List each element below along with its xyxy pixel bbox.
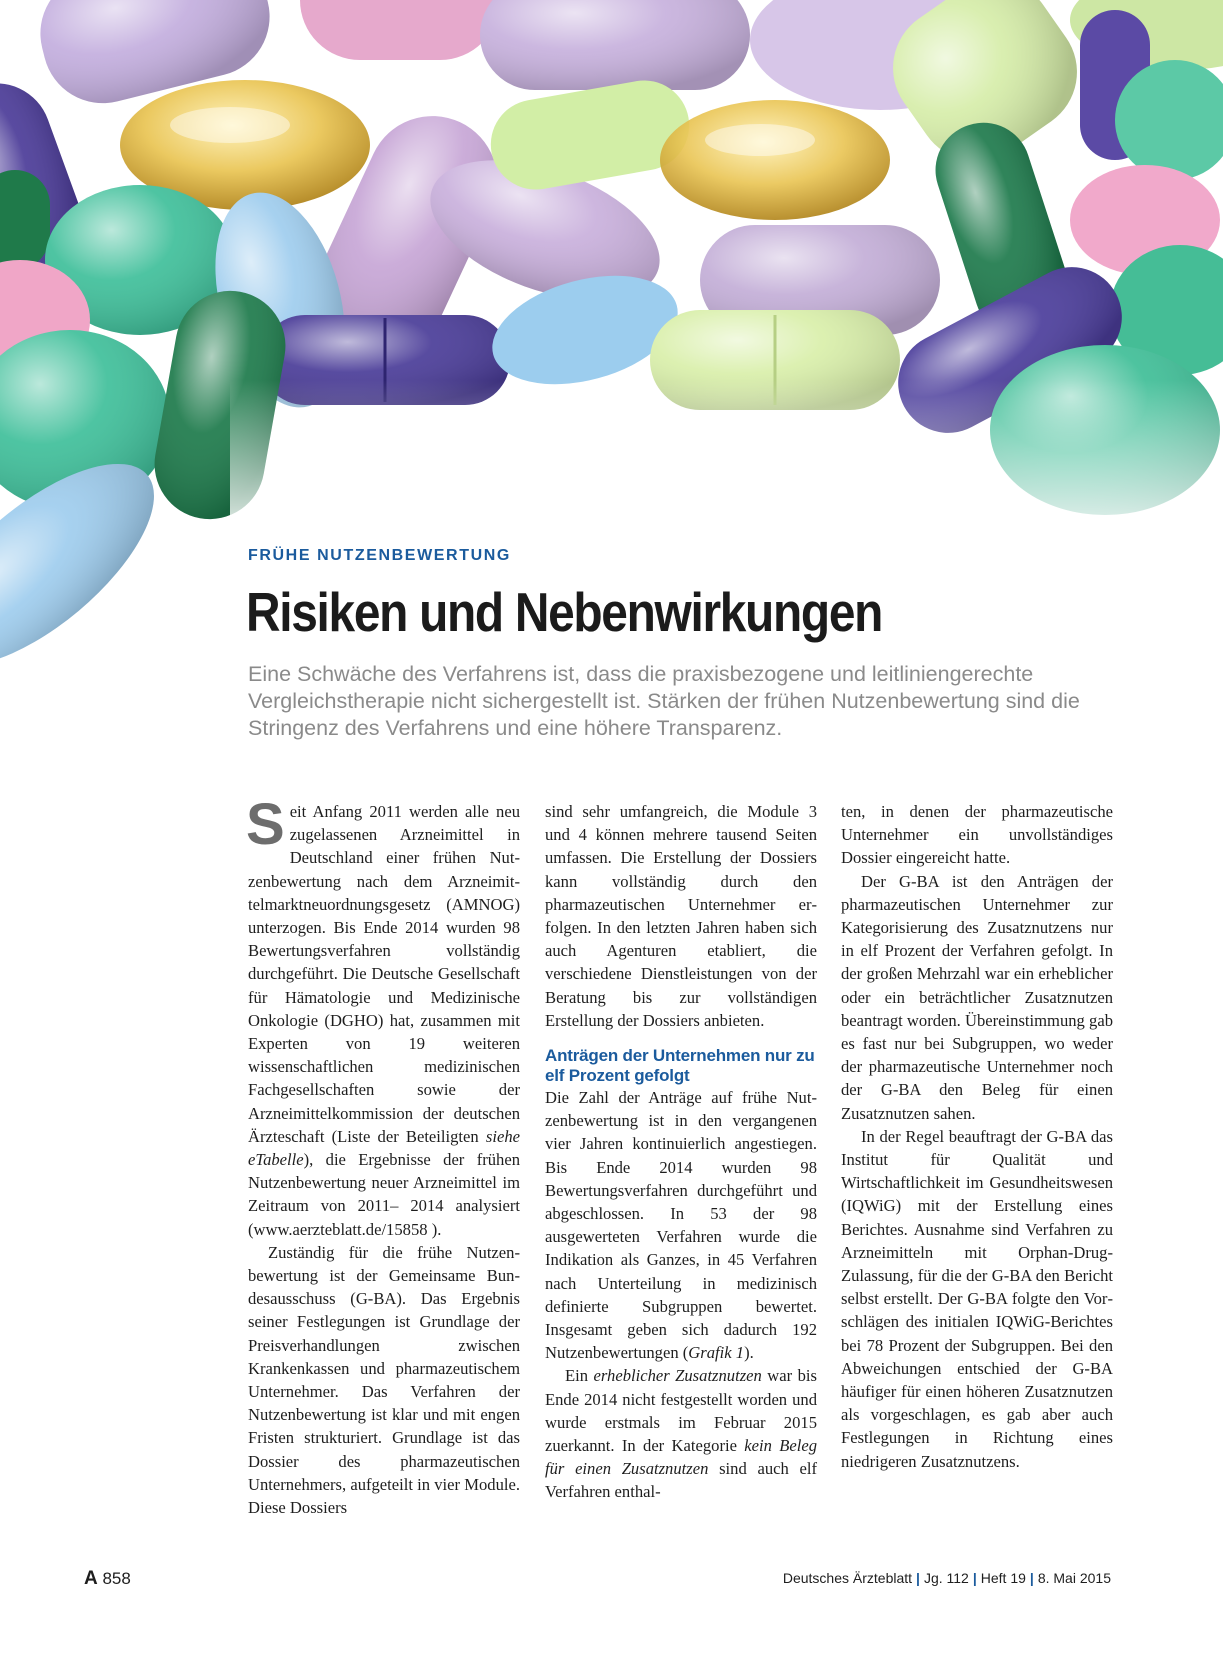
paragraph: ten, in denen der pharmazeutische Unternehmer ein unvollständiges Dossier eingereicht hatte. [841,802,1113,868]
paragraph: Seit Anfang 2011 werden alle neu zugelassenen Arzneimittel in Deutschland einer frühen Nutzenbewertung nach dem Arzneimittelmarktneuordnungsgesetz (AMNOG) unterzogen. Bis Ende 2014 wurden 98 Bewertungsverfahren vollständig durchgeführt. Die Deutsche Gesellschaft für Hämatologie und Medizinische Onkologie (DGHO) hat, zusammen mit Experten von 19 weiteren wissenschaftlichen medizinischen Fachgesellschaften sowie der Arzneimittelkommission der deutschen Ärzteschaft (Liste der Beteiligten siehe eTabelle), die Ergebnisse der frühen Nutzenbewertung neuer Arzneimittel im Zeitraum von 2011– 2014 analysiert (www.aerzteblatt.de/15858 ). [246,792,520,1239]
paragraph: In der Regel beauftragt der G-BA das Institut für Qualität und Wirtschaftlichkeit im Gesundheitswesen (IQWiG) mit der Erstellung eines Berichtes. Ausnahme sind Verfahren zu Arzneimitteln mit Orphan-Drug-Zulassung, für die der G-BA den Bericht selbst erstellt. Der G-BA folgte den Vorschlägen des initialen IQWiG-Berichtes bei 78 Prozent der Subgruppen. Bei den Abweichungen entschied der G-BA häufiger für einen höheren Zusatznutzen als vorgeschlagen, es gab aber auch Festlegungen in Richtung eines niedrigeren Zusatznutzens. [841,1126,1113,1471]
text-column-2 [545,800,817,1504]
text-column-3 [841,800,1113,1473]
paragraph: Zuständig für die frühe Nutzenbewertung ist der Gemeinsame Bundesausschuss (G-BA). Das Ergebnis seiner Festlegungen ist Grundlage der Preisverhandlungen zwischen Krankenkassen und pharmazeutischem Unternehmer. Das Verfahren der Nutzenbewertung ist klar und mit engen Fristen strukturiert. Grundlage ist das Dossier des pharmazeutischen Unternehmers, aufgeteilt in vier Module. Diese Dossiers [248,1242,520,1518]
article-title: Risiken und Nebenwirkungen [246,581,883,643]
volume: Jg. 112 [923,1570,969,1586]
journal-name: Deutsches Ärzteblatt [782,1570,913,1586]
paragraph: Ein erheblicher Zusatznutzen war bis Ende 2014 nicht festgestellt worden und wurde erstmals im Februar 2015 zuerkannt. In der Kategorie kein Beleg für einen Zusatznutzen sind auch elf Verfahren enthal- [545,1366,817,1502]
paragraph: sind sehr umfangreich, die Module 3 und 4 können mehrere tausend Seiten umfassen. Die Erstellung der Dossiers kann vollständig durch den pharmazeutischen Unternehmer erfolgen. In den letzten Jahren haben sich auch Agenturen etabliert, die verschiedene Dienstleistungen von der Beratung bis zur vollständigen Erstellung der Dossiers anbieten. [545,802,817,1030]
lead-paragraph: Eine Schwäche des Verfahrens ist, dass die praxisbezogene und leitliniengerechte Vergleichstherapie nicht sichergestellt ist. Stärken der frühen Nutzenbewertung sind die Stringenz des Verfahrens und eine höhere Transparenz. [248,662,1080,740]
journal-footer: Deutsches Ärzteblatt | Jg. 112 | Heft 19 | 8. Mai 2015 [782,1570,1111,1586]
text-column-1 [246,792,520,1519]
subheading: Anträgen der Unternehmen nur zu elf Prozent gefolgt [545,1046,815,1086]
kicker: FRÜHE NUTZENBEWERTUNG [248,547,511,564]
issue: Heft 19 [980,1570,1026,1586]
date: 8. Mai 2015 [1037,1570,1111,1586]
paragraph: Der G-BA ist den Anträgen der pharmazeutischen Unternehmer zur Kategorisierung des Zusatznutzens nur in elf Prozent der Verfahren gefolgt. In der großen Mehrzahl war ein erheblicher oder ein beträchtlicher Zusatznutzen beantragt worden. Übereinstimmung gab es fast nur bei Subgruppen, wo weder der pharmazeutische Unternehmer noch der G-BA den Beleg für einen Zusatznutzen sahen. [841,871,1113,1123]
page-number: A 858 [84,1568,131,1589]
paragraph: Die Zahl der Anträge auf frühe Nutzenbewertung ist in den vergangenen vier Jahren kontinuierlich angestiegen. Bis Ende 2014 wurden 98 Bewertungsverfahren durchgeführt und abgeschlossen. In 53 der 98 ausgewerteten Verfahren wurde die Indikation als Ganzes, in 45 Verfahren nach Unterteilung in medizinisch definierte Subgruppen bewertet. Insgesamt geben sich dadurch 192 Nutzenbewertungen (Grafik 1). [545,1088,817,1363]
drop-cap: S [246,792,285,857]
